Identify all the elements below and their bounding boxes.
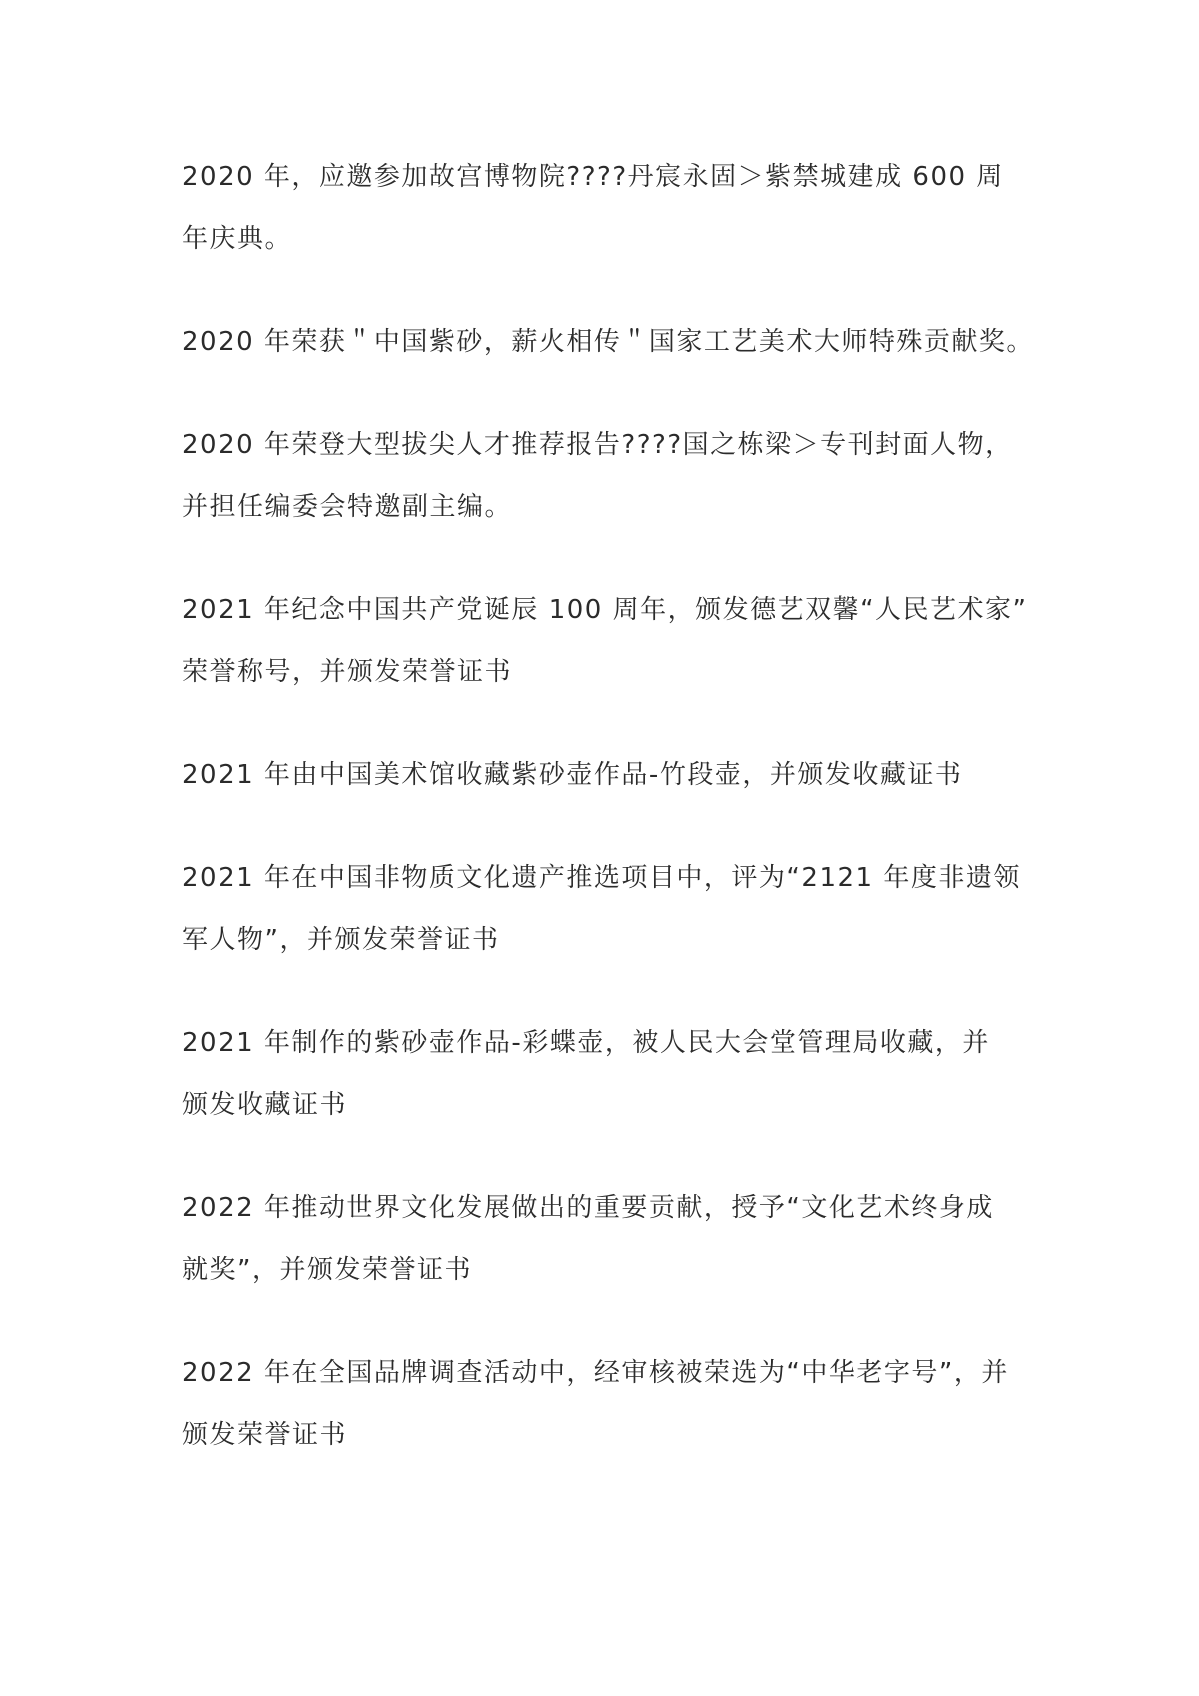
award-entry: 2022 年在全国品牌调查活动中，经审核被荣选为“中华老字号”，并 颁发荣誉证书 [182, 1358, 1009, 1450]
award-entry: 2021 年制作的紫砂壶作品-彩蝶壶，被人民大会堂管理局收藏，并 颁发收藏证书 [182, 1028, 990, 1120]
award-entry: 2021 年纪念中国共产党诞辰 100 周年，颁发德艺双馨“人民艺术家” 荣誉称号，并颁发荣誉证书 [182, 595, 1028, 687]
award-entry: 2020 年荣获＂中国紫砂，薪火相传＂国家工艺美术大师特殊贡献奖。 [182, 327, 1034, 357]
award-entry: 2020 年，应邀参加故宫博物院????丹宸永固＞紫禁城建成 600 周 年庆典。 [182, 162, 1004, 254]
document-body [182, 146, 1042, 1507]
award-entry: 2022 年推动世界文化发展做出的重要贡献，授予“文化艺术终身成 就奖”，并颁发荣誉证书 [182, 1193, 994, 1285]
award-entry: 2021 年在中国非物质文化遗产推选项目中，评为“2121 年度非遗领 军人物”，并颁发荣誉证书 [182, 863, 1021, 955]
award-entry: 2021 年由中国美术馆收藏紫砂壶作品-竹段壶，并颁发收藏证书 [182, 760, 963, 790]
award-entry: 2020 年荣登大型拔尖人才推荐报告????国之栋梁＞专刊封面人物， 并担任编委会特邀副主编。 [182, 430, 1013, 522]
